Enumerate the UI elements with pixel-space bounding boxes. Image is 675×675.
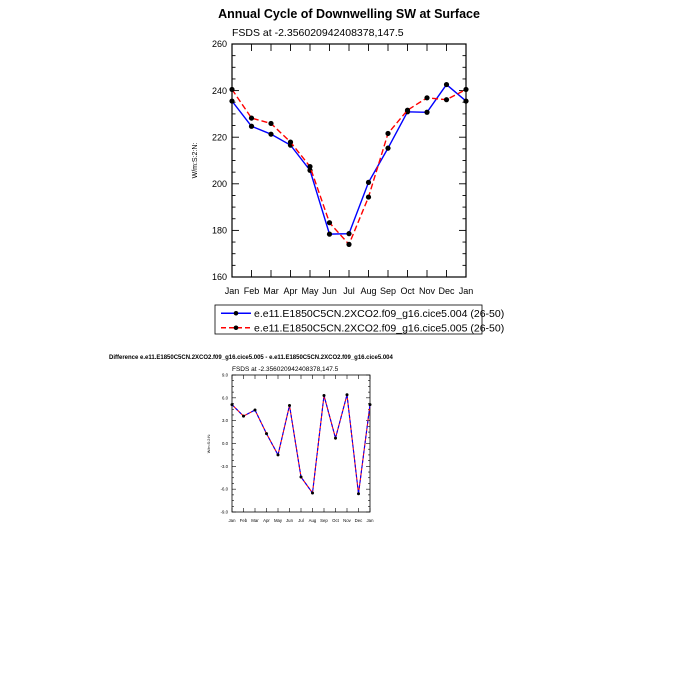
data-point [307,164,312,169]
x-tick-label: Aug [308,518,317,523]
chart-panel-1 [109,355,394,523]
legend-label: e.e11.E1850C5CN.2XCO2.f09_g16.cice5.005 (26-50) [254,322,505,335]
y-tick-label: 6.0 [222,395,228,401]
data-point [357,492,360,495]
x-tick-label: Dec [438,286,455,296]
x-tick-label: Dec [354,518,363,523]
data-point [366,194,371,199]
legend-marker [234,311,239,316]
y-tick-label: 260 [211,39,227,50]
plot-frame [232,375,370,512]
data-point [424,110,429,115]
y-tick-label: 200 [211,178,227,189]
data-point [249,124,254,129]
data-point [444,82,449,87]
data-point [229,87,234,92]
y-tick-label: -9.0 [220,509,228,515]
chart-subtitle: FSDS at -2.356020942408378,147.5 [232,27,404,39]
legend-marker [234,325,239,330]
series-line [232,89,466,244]
data-point [444,97,449,102]
data-point [327,220,332,225]
chart-subtitle: FSDS at -2.356020942408378,147.5 [232,366,339,373]
data-point [346,393,349,396]
data-point [311,491,314,494]
x-tick-label: Jan [366,518,374,523]
data-point [366,180,371,185]
x-tick-label: May [301,286,319,296]
x-tick-label: Oct [400,286,415,296]
x-tick-label: Jan [224,286,240,296]
x-tick-label: Mar [263,286,279,296]
legend-label: e.e11.E1850C5CN.2XCO2.f09_g16.cice5.004 (26-50) [254,308,505,321]
series-line [232,85,466,235]
y-tick-label: 9.0 [222,372,228,378]
data-point [346,231,351,236]
chart-title: Annual Cycle of Downwelling SW at Surface [218,7,480,21]
x-tick-label: Nov [418,286,436,296]
data-point [231,403,234,406]
data-point [254,409,257,412]
x-tick-label: Nov [343,518,351,523]
y-tick-label: 180 [211,225,227,236]
data-point [265,432,268,435]
y-axis-label: W/m:S:2:N: [207,433,211,454]
x-tick-label: Feb [243,286,260,296]
data-point [268,132,273,137]
data-point [327,232,332,237]
x-tick-label: Sep [379,286,397,296]
y-tick-label: -3.0 [220,463,228,469]
chart-panel-0 [192,7,504,335]
data-point [288,404,291,407]
x-tick-label: Jun [286,518,293,523]
x-tick-label: Jul [298,518,304,523]
data-point [229,98,234,103]
series-line-underlay [232,395,370,494]
y-tick-label: 3.0 [222,418,228,424]
y-tick-label: -6.0 [220,486,228,492]
x-tick-label: May [273,518,283,523]
data-point [323,394,326,397]
x-tick-label: Jan [458,286,474,296]
x-tick-label: Sep [320,518,328,523]
data-point [249,115,254,120]
data-point [463,98,468,103]
x-tick-label: Apr [283,286,298,296]
y-tick-label: 240 [211,85,227,96]
data-point [385,146,390,151]
data-point [405,108,410,113]
data-point [277,453,280,456]
y-tick-label: 0.0 [222,441,228,447]
series-line [232,395,370,494]
data-point [268,121,273,126]
data-point [334,437,337,440]
x-tick-label: Jul [343,286,355,296]
data-point [288,139,293,144]
y-axis-label: W/m:S:2:N: [192,142,199,179]
y-tick-label: 160 [211,272,227,283]
chart-title: Difference e.e11.E1850C5CN.2XCO2.f09_g16.cice5.005 - e.e11.E1850C5CN.2XCO2.f09_g16.cice5.004 [109,355,393,361]
x-tick-label: Aug [360,286,377,296]
data-point [346,242,351,247]
data-point [242,415,245,418]
y-tick-label: 220 [211,132,227,143]
x-tick-label: Feb [239,518,248,523]
x-tick-label: Oct [332,518,339,523]
x-tick-label: Mar [251,518,259,523]
data-point [385,131,390,136]
x-tick-label: Jan [228,518,236,523]
x-tick-label: Jun [322,286,337,296]
data-point [463,87,468,92]
data-point [369,403,372,406]
x-tick-label: Apr [263,518,270,523]
data-point [424,95,429,100]
data-point [300,475,303,478]
